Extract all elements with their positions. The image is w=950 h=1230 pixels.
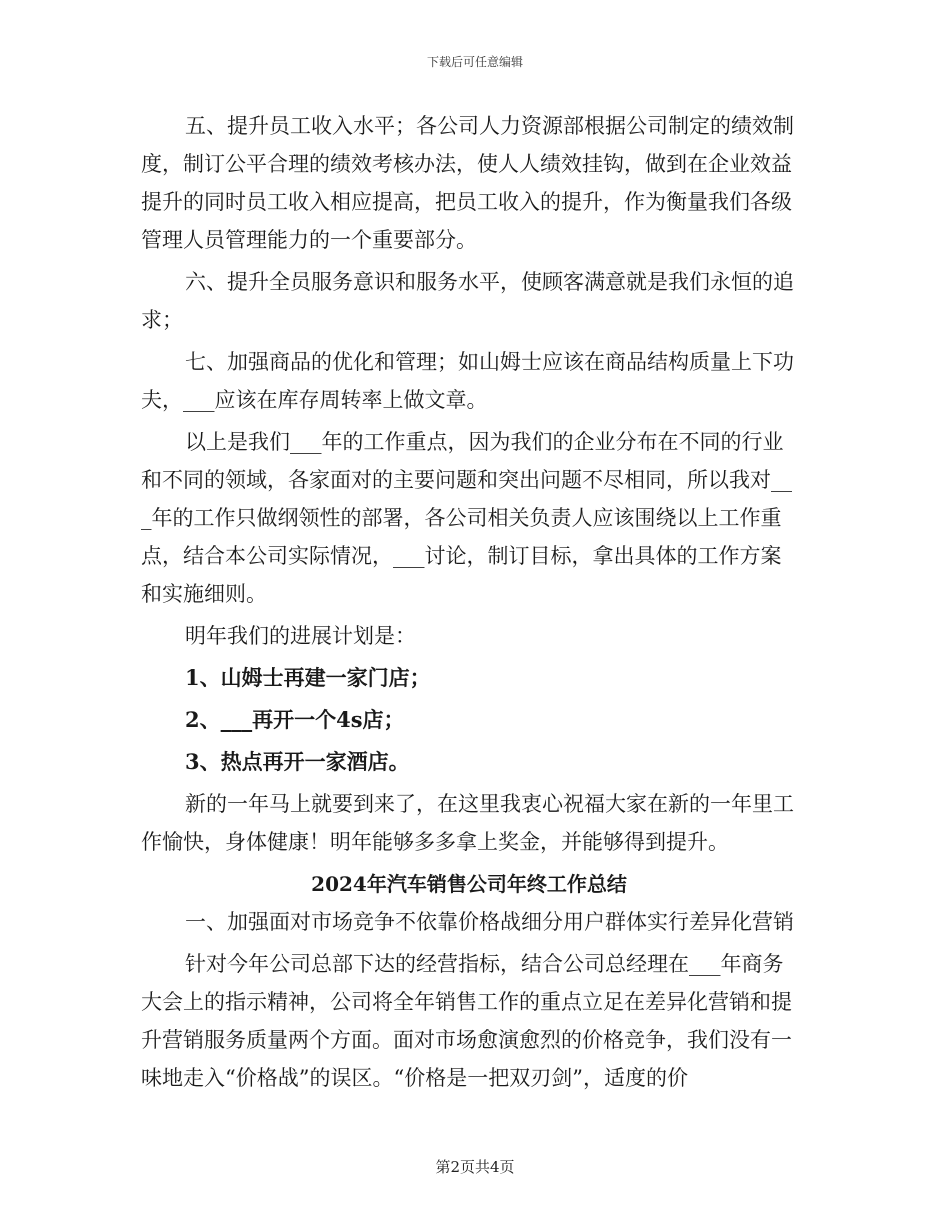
- paragraph-summary: 以上是我们___年的工作重点，因为我们的企业分布在不同的行业和不同的领域，各家面对的主要问题和突出问题不尽相同，所以我对___年的工作只做纲领性的部署，各公司相关负责人应该围绕以上工作重点，结合本公司实际情况，___讨论，制订目标，拿出具体的工作方案和实施细则。: [141, 430, 792, 606]
- paragraph-plan-intro: 明年我们的进展计划是：: [185, 624, 416, 648]
- paragraph-seven: 七、加强商品的优化和管理；如山姆士应该在商品结构质量上下功夫，___应该在库存周转率上做文章。: [141, 350, 794, 412]
- section-heading-one: 一、加强面对市场竞争不依靠价格战细分用户群体实行差异化营销: [185, 910, 794, 934]
- plan-item-3: 3、热点再开一家酒店。: [185, 749, 410, 774]
- plan-item-2: 2、___再开一个4s店；: [185, 707, 405, 732]
- page-header: 下载后可任意编辑: [426, 55, 523, 69]
- page-footer: 第2页共4页: [435, 1158, 515, 1176]
- paragraph-six: 六、提升全员服务意识和服务水平，使顾客满意就是我们永恒的追求；: [141, 270, 794, 332]
- section-title: 2024年汽车销售公司年终工作总结: [311, 872, 627, 896]
- document-body: [141, 107, 797, 1097]
- paragraph-closing: 新的一年马上就要到来了，在这里我衷心祝福大家在新的一年里工作愉快，身体健康！明年能够多多拿上奖金，并能够得到提升。: [141, 792, 794, 854]
- section-paragraph: 针对今年公司总部下达的经营指标，结合公司总经理在___年商务大会上的指示精神，公司将全年销售工作的重点立足在差异化营销和提升营销服务质量两个方面。面对市场愈演愈烈的价格竞争，我们没有一味地走入“价格战”的误区。“价格是一把双刃剑”，适度的价: [141, 952, 792, 1090]
- paragraph-five: 五、提升员工收入水平；各公司人力资源部根据公司制定的绩效制度，制订公平合理的绩效考核办法，使人人绩效挂钩，做到在企业效益提升的同时员工收入相应提高，把员工收入的提升，作为衡量我们各级管理人员管理能力的一个重要部分。: [141, 114, 794, 252]
- plan-item-1: 1、山姆士再建一家门店；: [185, 665, 431, 690]
